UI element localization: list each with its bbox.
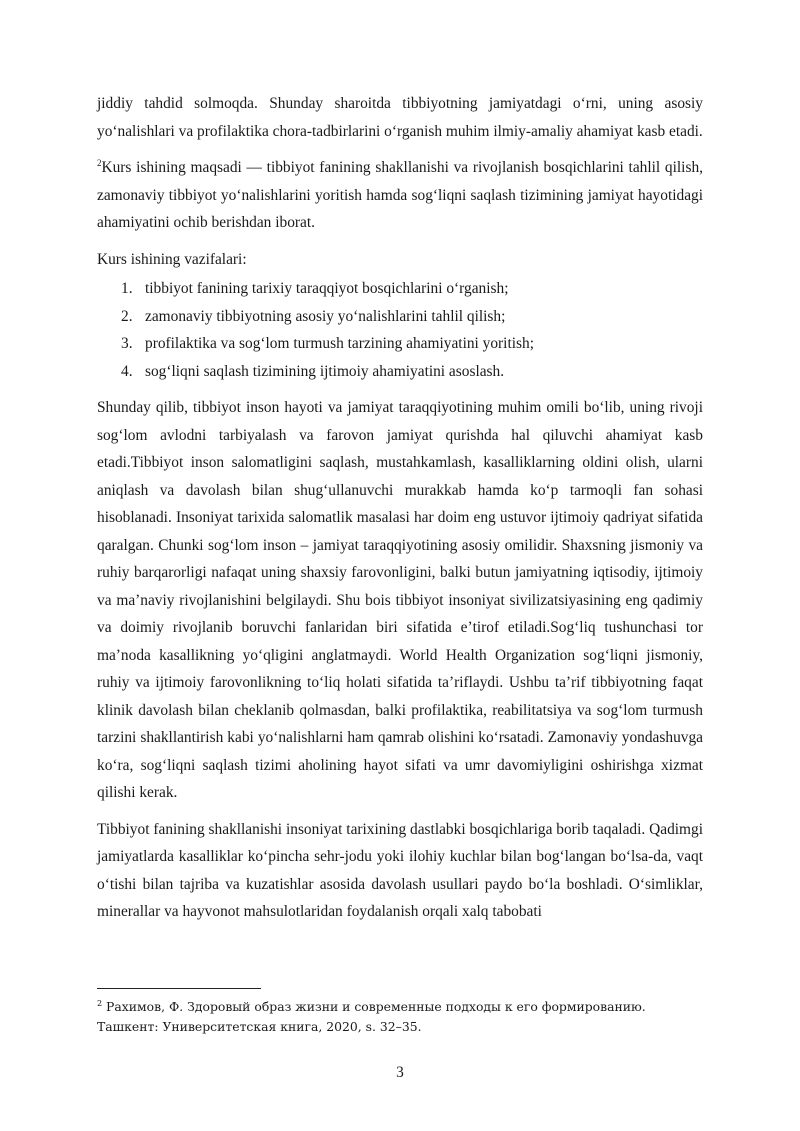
list-item-number: 1. <box>121 280 133 297</box>
course-goal-text: Kurs ishining maqsadi — tibbiyot fanining shakllanishi va rivojlanish bosqichlarini tahlil qilish, zamonaviy tibbiyot yoʻnalishlarini yoritish hamda sogʻliqni saqlash tizimining jamiyat hayotidagi ahamiyatini ochib berishdan iborat. <box>97 159 703 231</box>
page-number: 3 <box>396 1064 404 1081</box>
list-item <box>121 330 703 358</box>
tasks-heading: Kurs ishining vazifalari: <box>97 250 247 268</box>
list-item-text: zamonaviy tibbiyotning asosiy yoʻnalishlarini tahlil qilish; <box>145 307 506 325</box>
tasks-list <box>97 275 703 385</box>
footnote-separator <box>97 988 261 989</box>
list-item <box>121 303 703 331</box>
paragraph-intro-continuation: jiddiy tahdid solmoqda. Shunday sharoitda tibbiyotning jamiyatdagi oʻrni, uning asosiy yoʻnalishlari va profilaktika chora-tadbirlarini oʻrganish muhim ilmiy-amaliy ahamiyat kasb etadi. <box>97 95 703 140</box>
list-item-text: sogʻliqni saqlash tizimining ijtimoiy ahamiyatini asoslash. <box>145 362 505 380</box>
footnote-number: 2 <box>97 998 103 1008</box>
footnote-text: Рахимов, Ф. Здоровый образ жизни и современные подходы к его формированию. Ташкент: Университетская книга, 2020, s. 32–35. <box>97 999 646 1034</box>
paragraph-medicine-role: Shunday qilib, tibbiyot inson hayoti va jamiyat taraqqiyotining muhim omili boʻlib, uning rivoji sogʻlom avlodni tarbiyalash va farovon jamiyat qurishda hal qiluvchi ahamiyat kasb etadi.Tibbiyot inson salomatligini saqlash, mustahkamlash, kasalliklarning oldini olish, ularni aniqlash va davolash bilan shugʻullanuvchi murakkab hamda koʻp tarmoqli fan sohasi hisoblanadi. Insoniyat tarixida salomatlik masalasi har doim eng ustuvor ijtimoiy qadriyat sifatida qaralgan. Chunki sogʻlom inson – jamiyat taraqqiyotining asosiy omilidir. Shaxsning jismoniy va ruhiy barqarorligi nafaqat uning shaxsiy farovonligini, balki butun jamiyatning iqtisodiy, ijtimoiy va maʼnaviy rivojlanishini belgilaydi. Shu bois tibbiyot insoniyat sivilizatsiyasining eng qadimiy va doimiy rivojlanib boruvchi fanlaridan biri sifatida eʼtirof etiladi.Sogʻliq tushunchasi tor maʼnoda kasallikning yoʻqligini anglatmaydi. World Health Organization sogʻliqni jismoniy, ruhiy va ijtimoiy farovonlikning toʻliq holati sifatida taʼriflaydi. Ushbu taʼrif tibbiyotning faqat klinik davolash bilan cheklanib qolmasdan, balki profilaktika, reabilitatsiya va sogʻlom turmush tarzini shakllantirish kabi yoʻnalishlarni ham qamrab olishini koʻrsatadi. Zamonaviy yondashuvga koʻra, sogʻliqni saqlash tizimi aholining hayot sifati va umr davomiyligini oshirishga xizmat qilishi kerak. <box>97 399 703 801</box>
list-item-text: profilaktika va sogʻlom turmush tarzining ahamiyatini yoritish; <box>145 335 534 352</box>
paragraph-medicine-history: Tibbiyot fanining shakllanishi insoniyat tarixining dastlabki bosqichlariga borib taqaladi. Qadimgi jamiyatlarda kasalliklar koʻpincha sehr-jodu yoki ilohiy kuchlar bilan bogʻlangan boʻlsa-da, vaqt oʻtishi bilan tajriba va kuzatishlar asosida davolash usullari paydo boʻla boshladi. Oʻsimliklar, minerallar va hayvonot mahsulotlaridan foydalanish orqali xalq tabobati <box>97 820 703 920</box>
footnote <box>97 997 703 1037</box>
list-item-number: 3. <box>121 335 133 352</box>
list-item-number: 2. <box>121 307 133 325</box>
list-item-number: 4. <box>121 362 133 380</box>
list-item <box>121 275 703 303</box>
footnote-reference[interactable]: 2 <box>97 157 102 168</box>
body-text <box>97 90 703 926</box>
paragraph-course-goal <box>97 154 703 237</box>
list-item <box>121 358 703 386</box>
list-item-text: tibbiyot fanining tarixiy taraqqiyot bosqichlarini oʻrganish; <box>145 280 509 297</box>
